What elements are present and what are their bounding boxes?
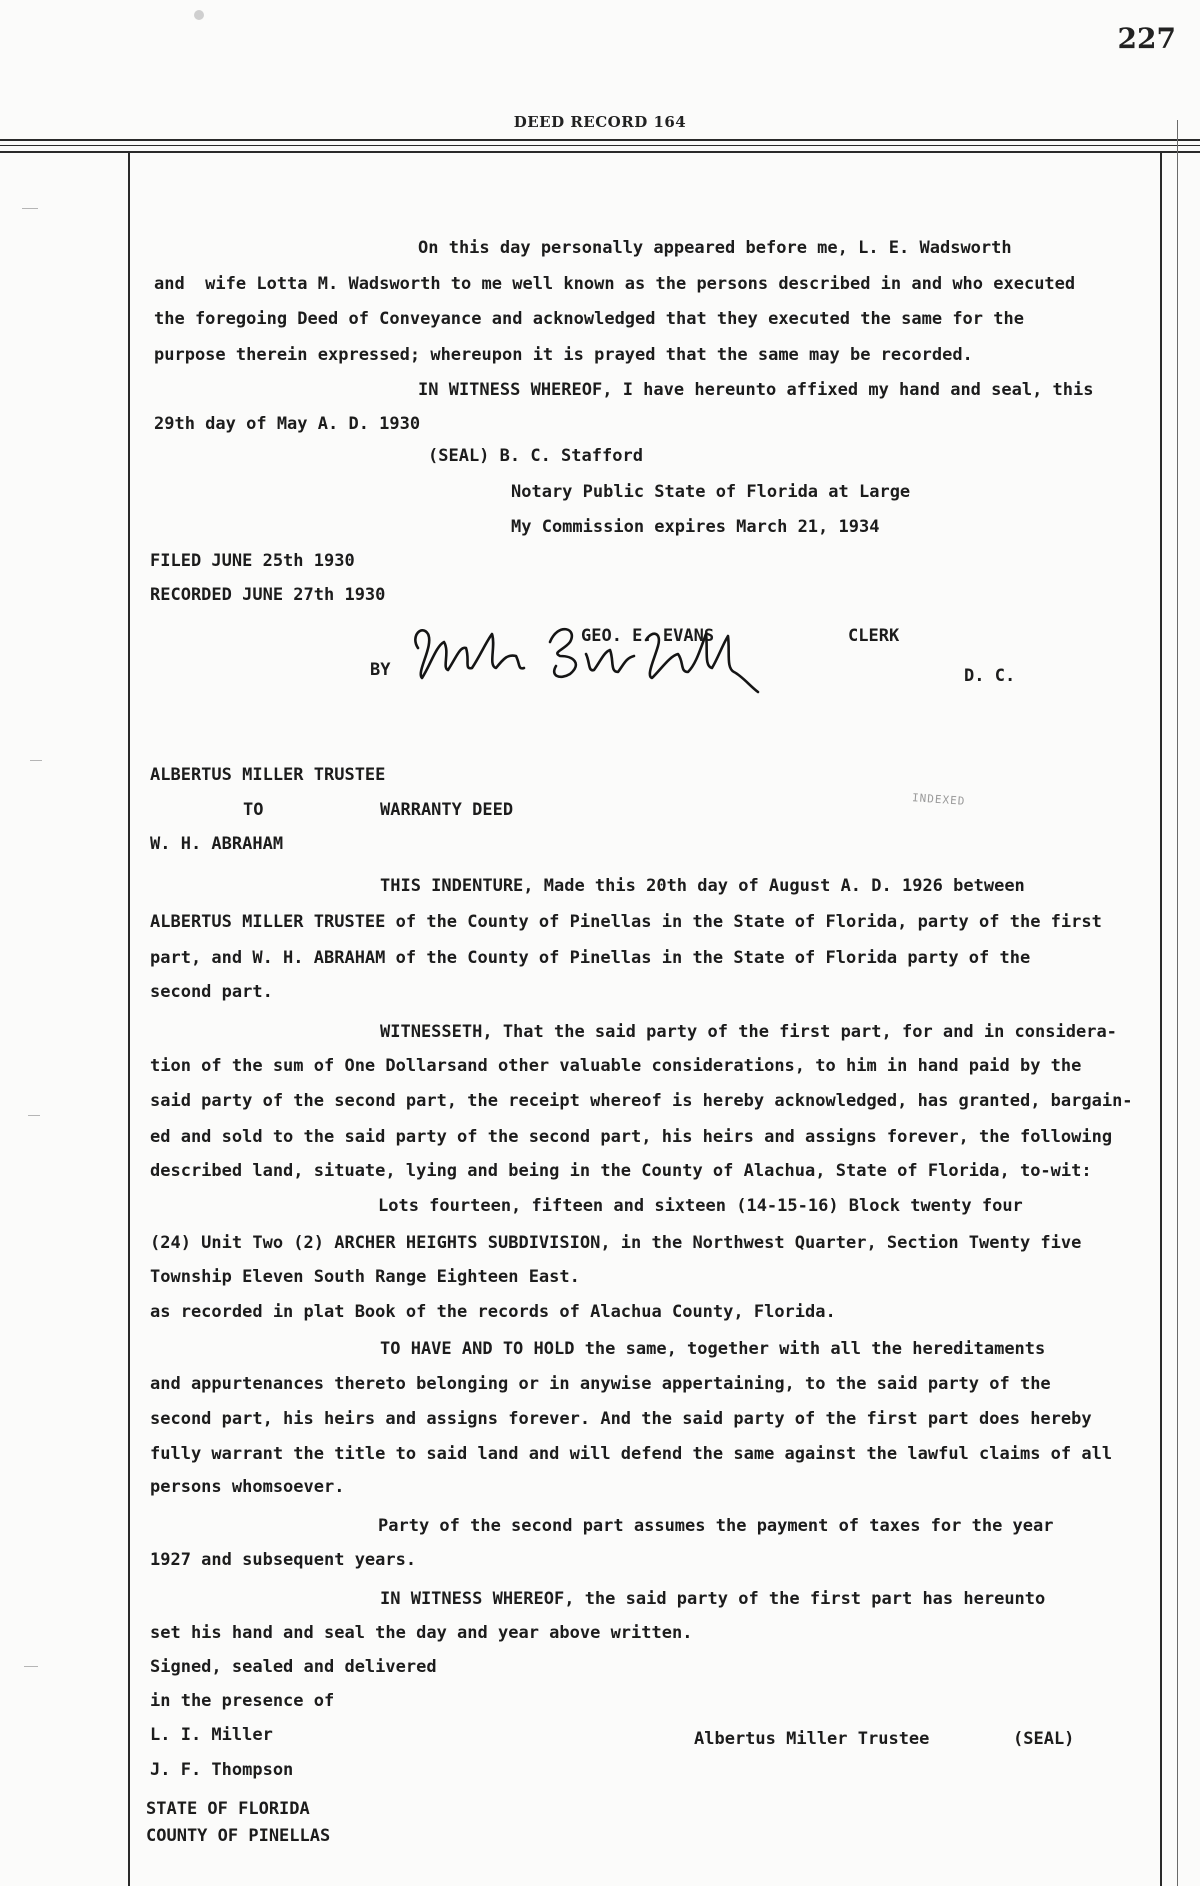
commission-expiry: My Commission expires March 21, 1934: [511, 517, 880, 537]
margin-mark: [22, 208, 38, 209]
taxes-line: 1927 and subsequent years.: [150, 1550, 417, 1570]
signed-line: Signed, sealed and delivered: [150, 1657, 437, 1677]
deputy-clerk-signature: [400, 606, 800, 698]
ack-line: IN WITNESS WHEREOF, I have hereunto affixed my hand and seal, this: [418, 380, 1094, 400]
dc-label: D. C.: [964, 666, 1016, 686]
margin-mark: [30, 760, 42, 761]
taxes-line: Party of the second part assumes the payment of taxes for the year: [378, 1516, 1054, 1536]
witnesseth-line: said party of the second part, the receipt whereof is hereby acknowledged, has granted, bargain-: [150, 1091, 1133, 1111]
witnesseth-line: ed and sold to the said party of the second part, his heirs and assigns forever, the following: [150, 1127, 1113, 1147]
filed-date: FILED JUNE 25th 1930: [150, 551, 355, 571]
indenture-line: THIS INDENTURE, Made this 20th day of August A. D. 1926 between: [380, 876, 1025, 896]
indenture-line: second part.: [150, 982, 273, 1002]
ack-line: purpose therein expressed; whereupon it is prayed that the same may be recorded.: [154, 345, 973, 365]
ack-line: the foregoing Deed of Conveyance and acknowledged that they executed the same for the: [154, 309, 1024, 329]
by-label: BY: [370, 660, 391, 680]
clerk-title: CLERK: [848, 626, 900, 646]
margin-mark: [24, 1666, 38, 1667]
ack-line: 29th day of May A. D. 1930: [154, 414, 421, 434]
county-heading: COUNTY OF PINELLAS: [146, 1826, 331, 1846]
margin-line-right: [1160, 153, 1162, 1886]
page-title: DEED RECORD 164: [513, 113, 687, 131]
notary-title: Notary Public State of Florida at Large: [511, 482, 911, 502]
lot-line: Township Eleven South Range Eighteen East.: [150, 1267, 580, 1287]
witnesseth-line: tion of the sum of One Dollarsand other valuable considerations, to him in hand paid by the: [150, 1056, 1082, 1076]
habendum-line: TO HAVE AND TO HOLD the same, together with all the hereditaments: [380, 1339, 1046, 1359]
lot-line: Lots fourteen, fifteen and sixteen (14-15-16) Block twenty four: [378, 1196, 1023, 1216]
signer-name: Albertus Miller Trustee: [694, 1729, 930, 1749]
lot-line: (24) Unit Two (2) ARCHER HEIGHTS SUBDIVISION, in the Northwest Quarter, Section Twenty five: [150, 1233, 1082, 1253]
recorded-date: RECORDED JUNE 27th 1930: [150, 585, 386, 605]
witnesseth-line: WITNESSETH, That the said party of the first part, for and in considera-: [380, 1022, 1117, 1042]
state-heading: STATE OF FLORIDA: [146, 1799, 310, 1819]
indexed-stamp: INDEXED: [911, 791, 966, 808]
notary-seal: (SEAL) B. C. Stafford: [428, 446, 643, 466]
witness-line: IN WITNESS WHEREOF, the said party of the first part has hereunto: [380, 1589, 1046, 1609]
grantor-name: ALBERTUS MILLER TRUSTEE: [150, 765, 386, 785]
margin-mark: [28, 1115, 40, 1116]
margin-line-left: [128, 153, 130, 1886]
lot-line: as recorded in plat Book of the records of Alachua County, Florida.: [150, 1302, 836, 1322]
punch-hole: [194, 10, 204, 20]
deed-type: WARRANTY DEED: [380, 800, 514, 820]
clerk-name: GEO. E. EVANS: [581, 626, 715, 646]
habendum-line: second part, his heirs and assigns forever. And the said party of the first part does hereby: [150, 1409, 1092, 1429]
witness-line: set his hand and seal the day and year above written.: [150, 1623, 693, 1643]
habendum-line: and appurtenances thereto belonging or in anywise appertaining, to the said party of the: [150, 1374, 1051, 1394]
habendum-line: fully warrant the title to said land and will defend the same against the lawful claims of all: [150, 1444, 1113, 1464]
header-rule: [0, 139, 1200, 141]
indenture-line: part, and W. H. ABRAHAM of the County of Pinellas in the State of Florida party of the: [150, 948, 1031, 968]
witnesseth-line: described land, situate, lying and being in the County of Alachua, State of Florida, to-wit:: [150, 1161, 1092, 1181]
habendum-line: persons whomsoever.: [150, 1477, 345, 1497]
signed-line: in the presence of: [150, 1691, 335, 1711]
witness-name: J. F. Thompson: [150, 1760, 294, 1780]
to-label: TO: [243, 800, 264, 820]
page-number: 227: [1117, 22, 1176, 55]
ack-line: On this day personally appeared before me, L. E. Wadsworth: [418, 238, 1012, 258]
header-rule: [0, 151, 1200, 153]
ack-line: and wife Lotta M. Wadsworth to me well known as the persons described in and who executed: [154, 274, 1076, 294]
header-rule: [0, 145, 1200, 146]
witness-name: L. I. Miller: [150, 1725, 273, 1745]
page-edge: [1177, 120, 1178, 1886]
indenture-line: ALBERTUS MILLER TRUSTEE of the County of Pinellas in the State of Florida, party of the first: [150, 912, 1102, 932]
signer-seal: (SEAL): [1013, 1729, 1075, 1749]
grantee-name: W. H. ABRAHAM: [150, 834, 284, 854]
